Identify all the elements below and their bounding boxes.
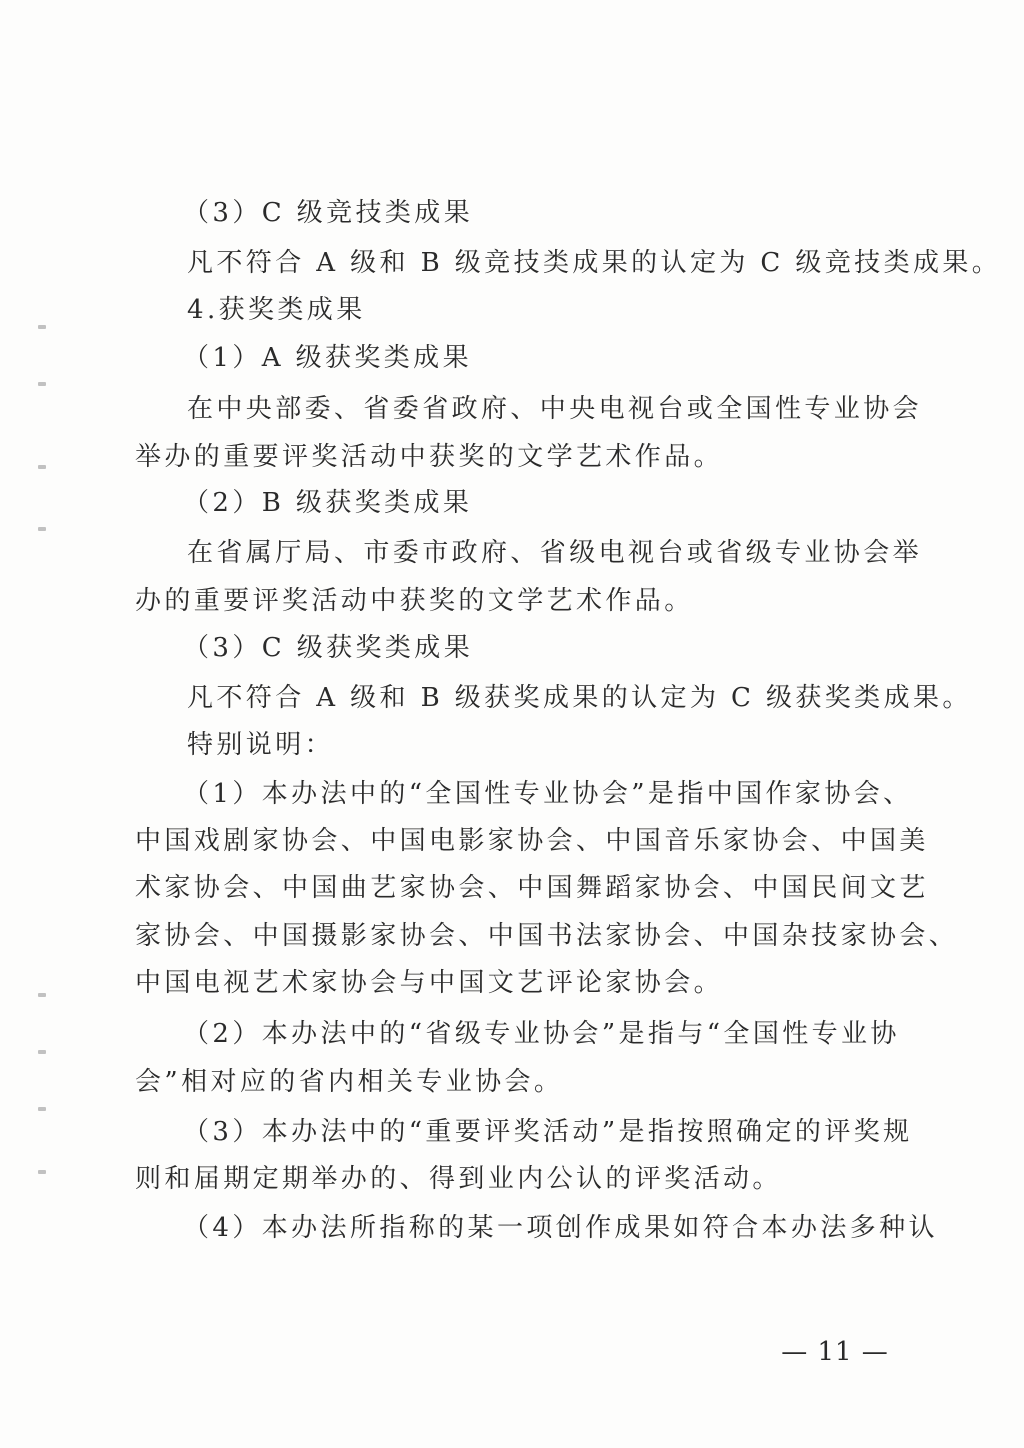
heading-award-results: 4.获奖类成果	[187, 295, 366, 325]
paragraph-a-award-line-2: 举办的重要评奖活动中获奖的文学艺术作品。	[135, 442, 724, 472]
scan-speck	[38, 325, 46, 329]
heading-a-award: （1）A 级获奖类成果	[183, 343, 472, 373]
note-2-line-2: 会”相对应的省内相关专业协会。	[135, 1067, 564, 1097]
paragraph-c-competitive: 凡不符合 A 级和 B 级竞技类成果的认定为 C 级竞技类成果。	[187, 248, 1002, 278]
paragraph-b-award-line-1: 在省属厅局、市委市政府、省级电视台或省级专业协会举	[187, 538, 923, 568]
paragraph-a-award-line-1: 在中央部委、省委省政府、中央电视台或全国性专业协会	[187, 394, 923, 424]
note-3-line-1: （3）本办法中的“重要评奖活动”是指按照确定的评奖规	[183, 1117, 913, 1147]
paragraph-c-award: 凡不符合 A 级和 B 级获奖成果的认定为 C 级获奖类成果。	[187, 683, 972, 713]
scan-speck	[38, 465, 46, 469]
scan-speck	[38, 1107, 46, 1111]
page-number: — 11 —	[781, 1337, 889, 1367]
paragraph-b-award-line-2: 办的重要评奖活动中获奖的文学艺术作品。	[135, 586, 694, 616]
scan-speck	[38, 1050, 46, 1054]
note-1-line-4: 家协会、中国摄影家协会、中国书法家协会、中国杂技家协会、	[135, 921, 959, 951]
heading-b-award: （2）B 级获奖类成果	[183, 488, 473, 518]
note-4-line-1: （4）本办法所指称的某一项创作成果如符合本办法多种认	[183, 1213, 938, 1243]
scan-speck	[38, 382, 46, 386]
heading-c-competitive: （3）C 级竞技类成果	[183, 198, 474, 228]
note-1-line-1: （1）本办法中的“全国性专业协会”是指中国作家协会、	[183, 779, 913, 809]
scan-speck	[38, 527, 46, 531]
heading-c-award: （3）C 级获奖类成果	[183, 633, 474, 663]
note-1-line-3: 术家协会、中国曲艺家协会、中国舞蹈家协会、中国民间文艺	[135, 873, 929, 903]
heading-special-notes: 特别说明：	[187, 730, 335, 760]
scan-speck	[38, 1170, 46, 1174]
note-3-line-2: 则和届期定期举办的、得到业内公认的评奖活动。	[135, 1164, 782, 1194]
scan-speck	[38, 993, 46, 997]
note-1-line-5: 中国电视艺术家协会与中国文艺评论家协会。	[135, 968, 724, 998]
note-2-line-1: （2）本办法中的“省级专业协会”是指与“全国性专业协	[183, 1019, 900, 1049]
note-1-line-2: 中国戏剧家协会、中国电影家协会、中国音乐家协会、中国美	[135, 826, 929, 856]
